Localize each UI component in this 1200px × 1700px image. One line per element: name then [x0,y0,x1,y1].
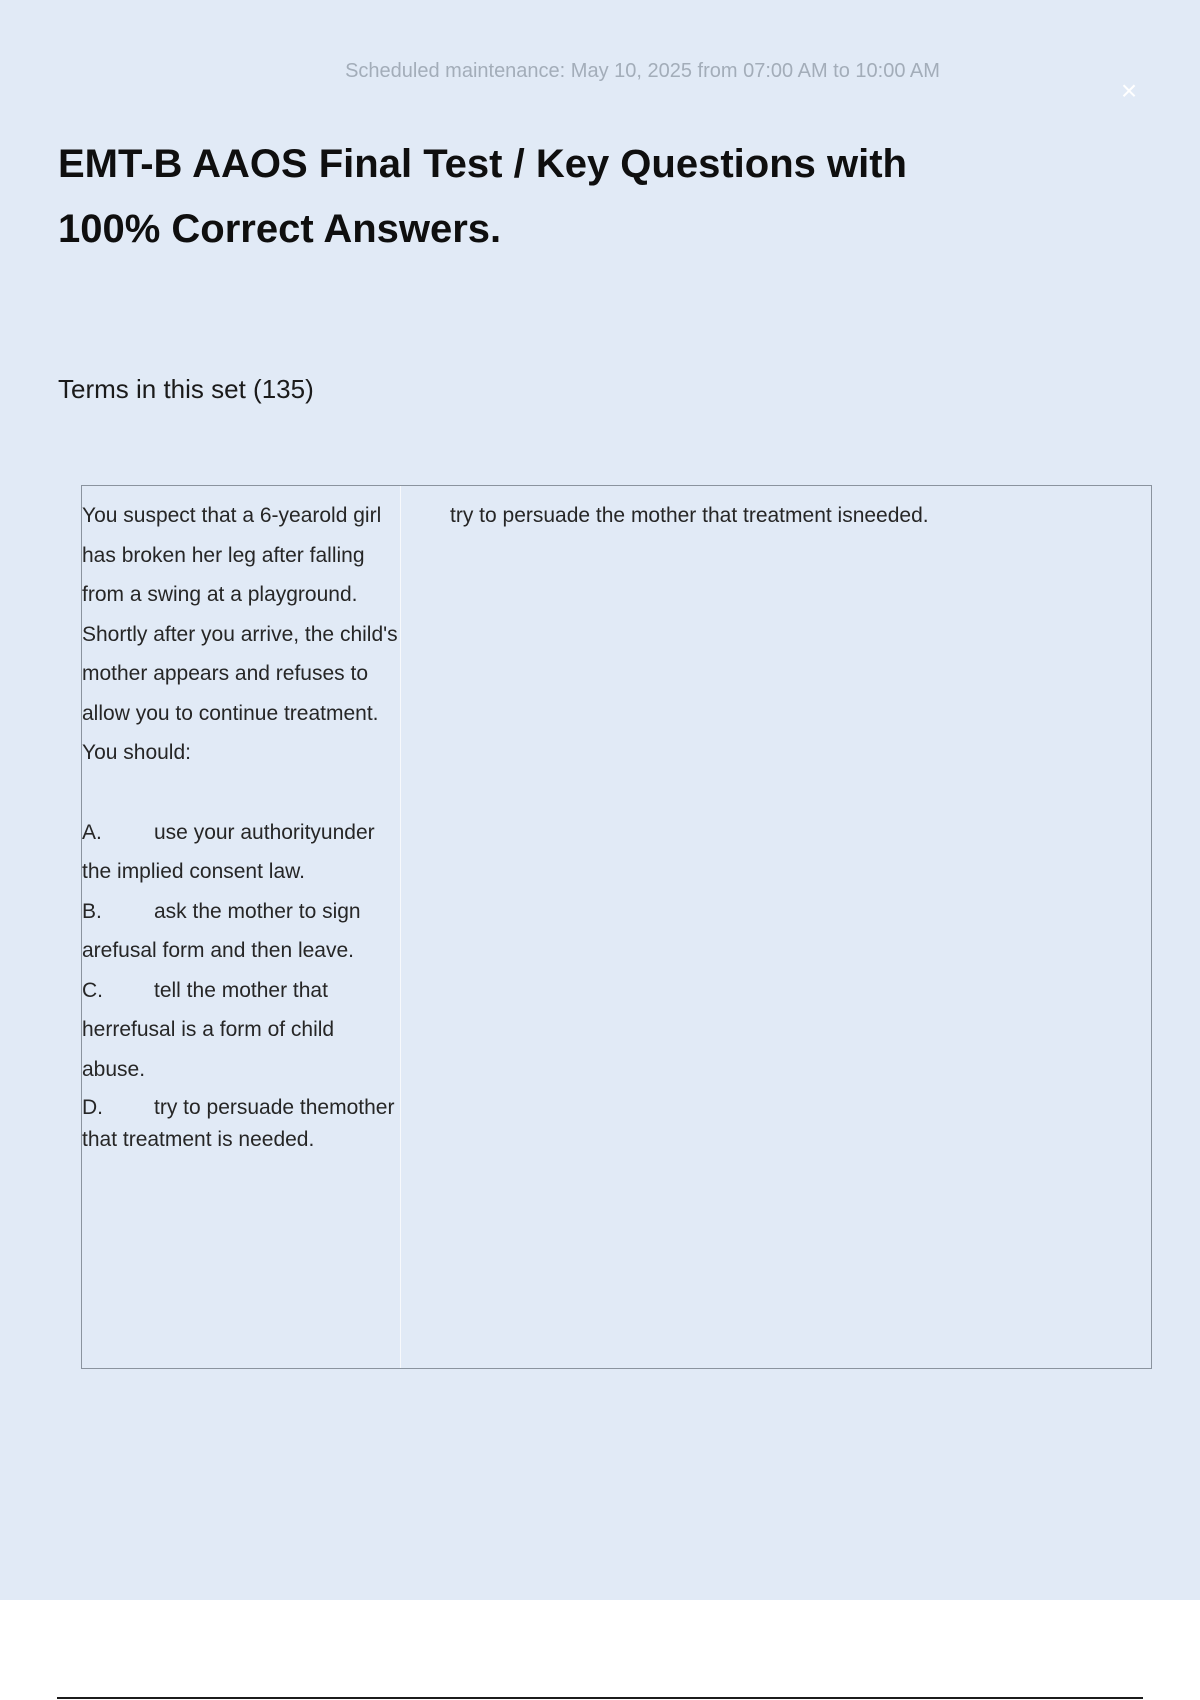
option-d [82,1092,400,1156]
terms-table [81,485,1152,1369]
footer-divider [57,1697,1143,1699]
term-cell [82,496,400,1156]
maintenance-banner: Scheduled maintenance: May 10, 2025 from 07:00 AM to 10:00 AM [345,60,940,82]
page-title: EMT-B AAOS Final Test / Key Questions with 100% Correct Answers. [58,142,907,251]
option-a [82,813,400,892]
option-letter: A. [82,820,102,844]
option-letter: D. [82,1096,103,1119]
option-c [82,971,400,1090]
definition-cell: try to persuade the mother that treatment isneeded. [450,504,929,527]
option-letter: B. [82,899,102,923]
option-text: tell the mother that herrefusal is a form of child abuse. [82,978,335,1081]
close-icon[interactable]: × [1120,75,1138,106]
question-text: You suspect that a 6-yearold girl has broken her leg after falling from a swing at a playground. Shortly after you arrive, the child's mother appears and refuses to allow you to continue treatment. You should: [82,504,398,764]
option-b [82,892,400,971]
option-text: ask the mother to sign arefusal form and then leave. [82,899,361,962]
option-text: try to persuade themother that treatment is needed. [82,1096,395,1151]
terms-count-heading: Terms in this set (135) [58,374,314,404]
option-text: use your authorityunder the implied consent law. [82,820,375,883]
column-divider [400,486,401,1368]
option-letter: C. [82,978,103,1002]
answer-options [82,813,400,1157]
